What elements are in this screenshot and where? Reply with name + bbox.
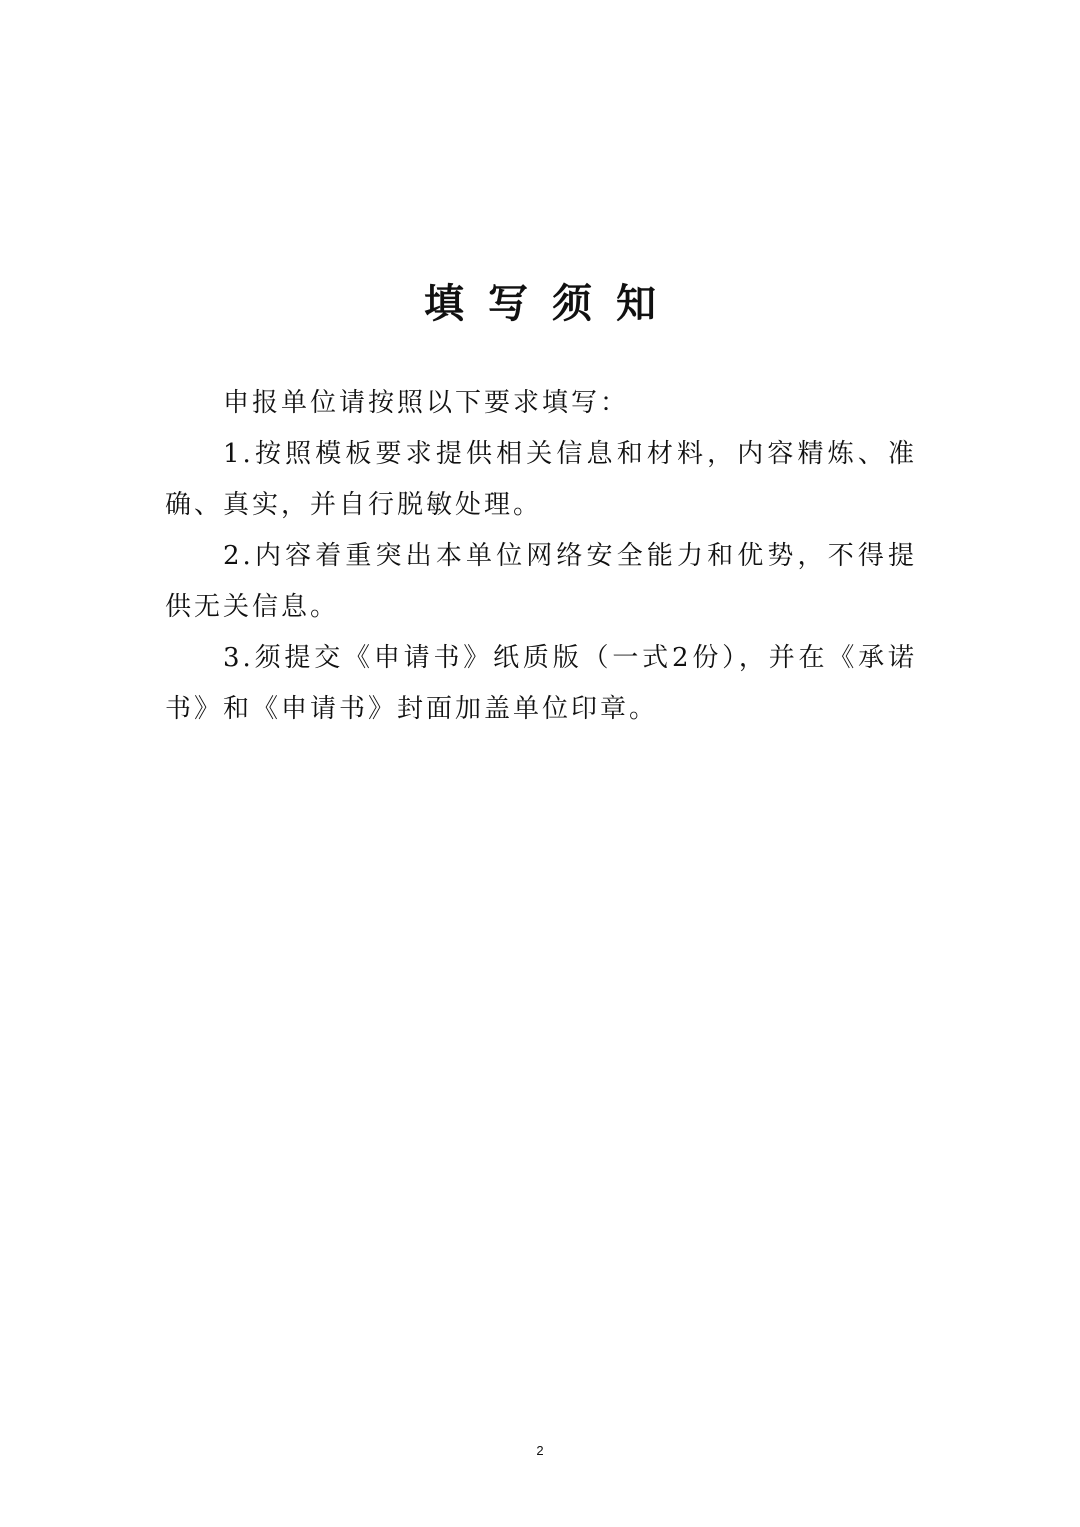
page-number: 2 (536, 1443, 544, 1458)
instruction-item-3: 3.须提交《申请书》纸质版（一式2份），并在《承诺书》和《申请书》封面加盖单位印章。 (165, 643, 917, 724)
instruction-item-2: 2.内容着重突出本单位网络安全能力和优势，不得提供无关信息。 (165, 541, 917, 622)
intro-paragraph: 申报单位请按照以下要求填写： (223, 388, 630, 418)
instructions-body (165, 378, 917, 735)
page-title: 填写须知 (424, 280, 680, 327)
instruction-item-1: 1.按照模板要求提供相关信息和材料，内容精炼、准确、真实，并自行脱敏处理。 (165, 439, 917, 520)
